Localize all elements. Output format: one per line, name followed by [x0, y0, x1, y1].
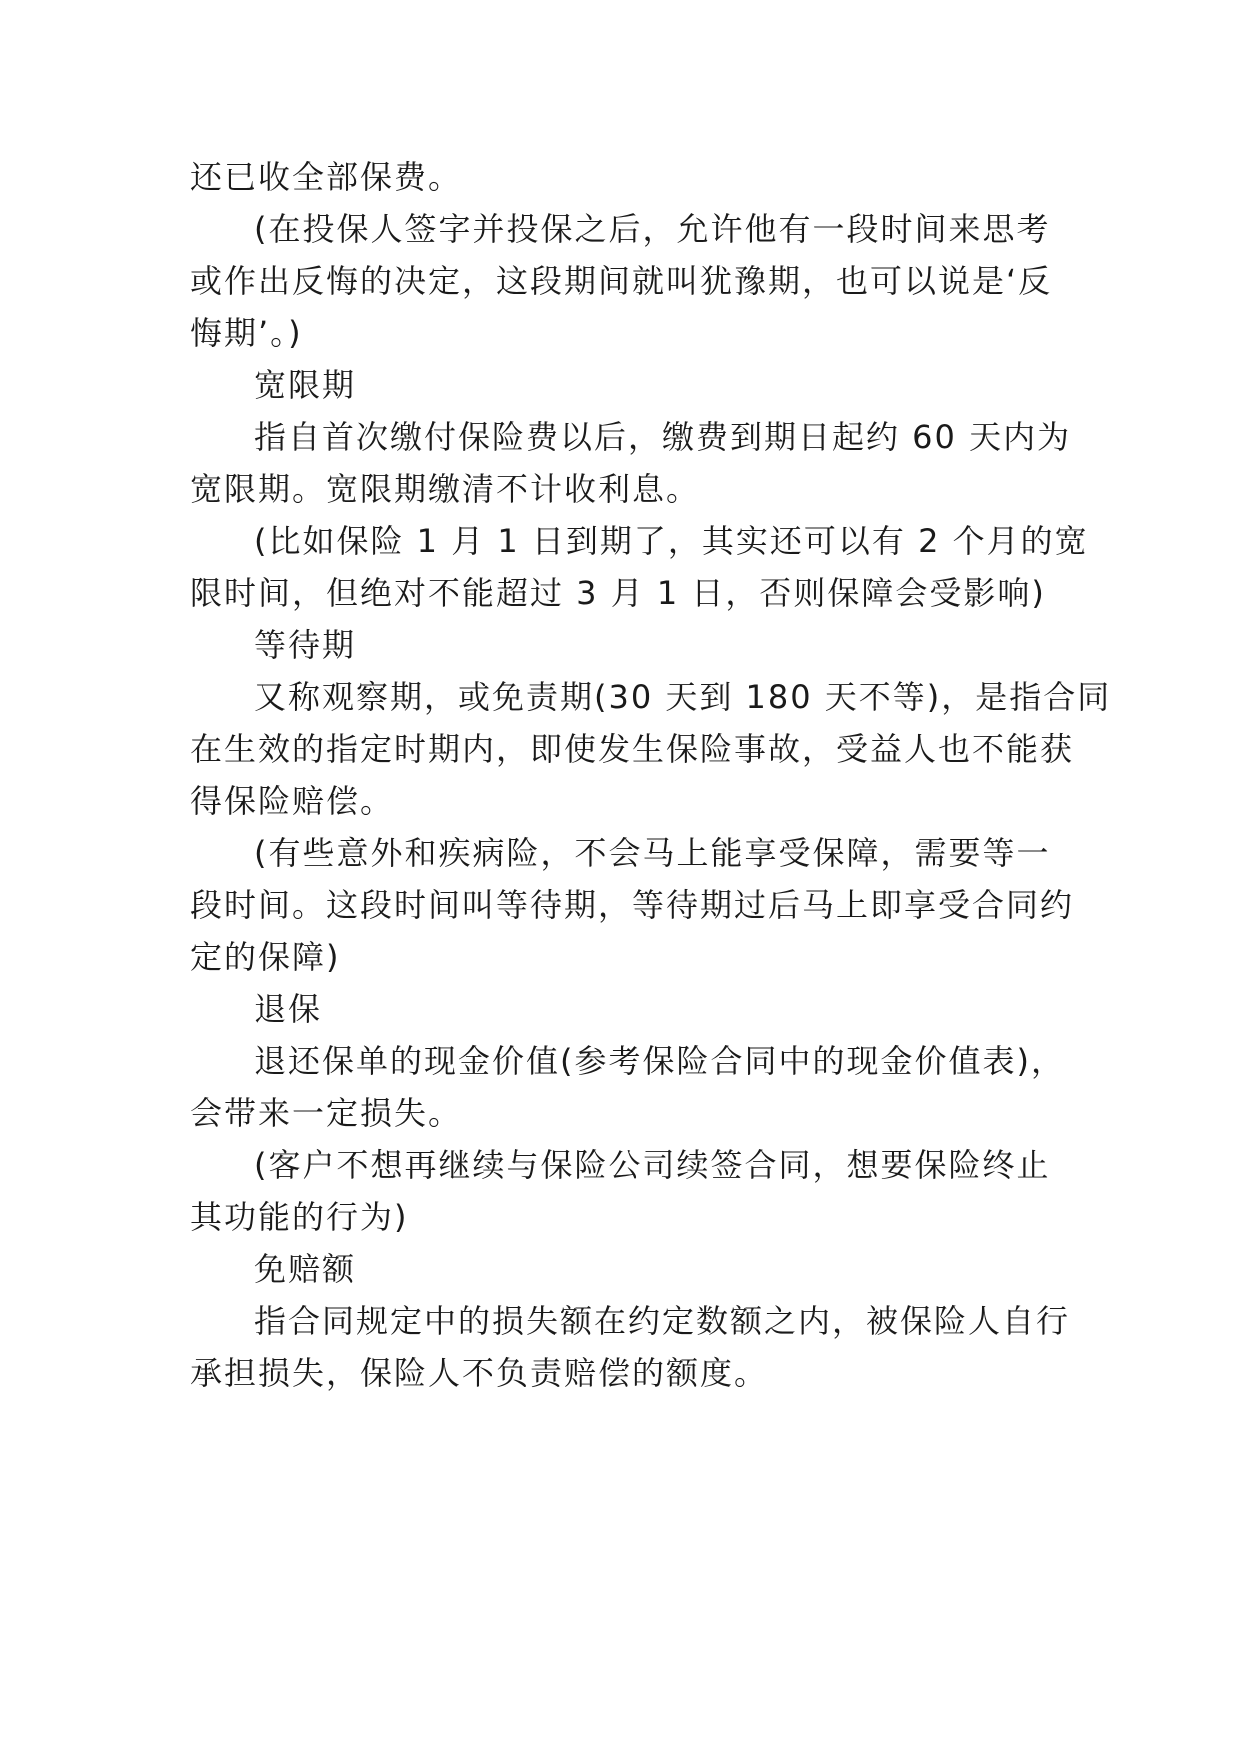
paragraph-definition-start: 又称观察期，或免责期(30 天到 180 天不等)，是指合同 [254, 678, 1112, 716]
text-line: 得保险赔偿。 [190, 782, 395, 820]
text-line: 悔期’。) [190, 314, 303, 352]
text-line: 在生效的指定时期内，即使发生保险事故，受益人也不能获 [190, 730, 1075, 768]
paragraph-definition-start: 退还保单的现金价值(参考保险合同中的现金价值表)， [254, 1042, 1065, 1080]
term-heading-waiting-period: 等待期 [254, 626, 357, 664]
term-heading-surrender: 退保 [254, 990, 323, 1028]
paragraph-explanation-start: (在投保人签字并投保之后，允许他有一段时间来思考 [254, 210, 1051, 248]
term-heading-grace-period: 宽限期 [254, 366, 357, 404]
term-heading-deductible: 免赔额 [254, 1250, 357, 1288]
text-line: 还已收全部保费。 [190, 158, 463, 196]
text-line: 其功能的行为) [190, 1198, 409, 1236]
text-line: 会带来一定损失。 [190, 1094, 463, 1132]
paragraph-explanation-start: (比如保险 1 月 1 日到期了，其实还可以有 2 个月的宽 [254, 522, 1089, 560]
paragraph-definition-start: 指自首次缴付保险费以后，缴费到期日起约 60 天内为 [254, 418, 1072, 456]
text-line: 宽限期。宽限期缴清不计收利息。 [190, 470, 701, 508]
text-line: 定的保障) [190, 938, 341, 976]
text-line: 或作出反悔的决定，这段期间就叫犹豫期，也可以说是‘反 [190, 262, 1053, 300]
text-line: 承担损失，保险人不负责赔偿的额度。 [190, 1354, 769, 1392]
paragraph-explanation-start: (客户不想再继续与保险公司续签合同，想要保险终止 [254, 1146, 1051, 1184]
text-line: 段时间。这段时间叫等待期，等待期过后马上即享受合同约 [190, 886, 1075, 924]
paragraph-explanation-start: (有些意外和疾病险，不会马上能享受保障，需要等一 [254, 834, 1051, 872]
text-line: 限时间，但绝对不能超过 3 月 1 日，否则保障会受影响) [190, 574, 1046, 612]
paragraph-definition-start: 指合同规定中的损失额在约定数额之内，被保险人自行 [254, 1302, 1071, 1340]
